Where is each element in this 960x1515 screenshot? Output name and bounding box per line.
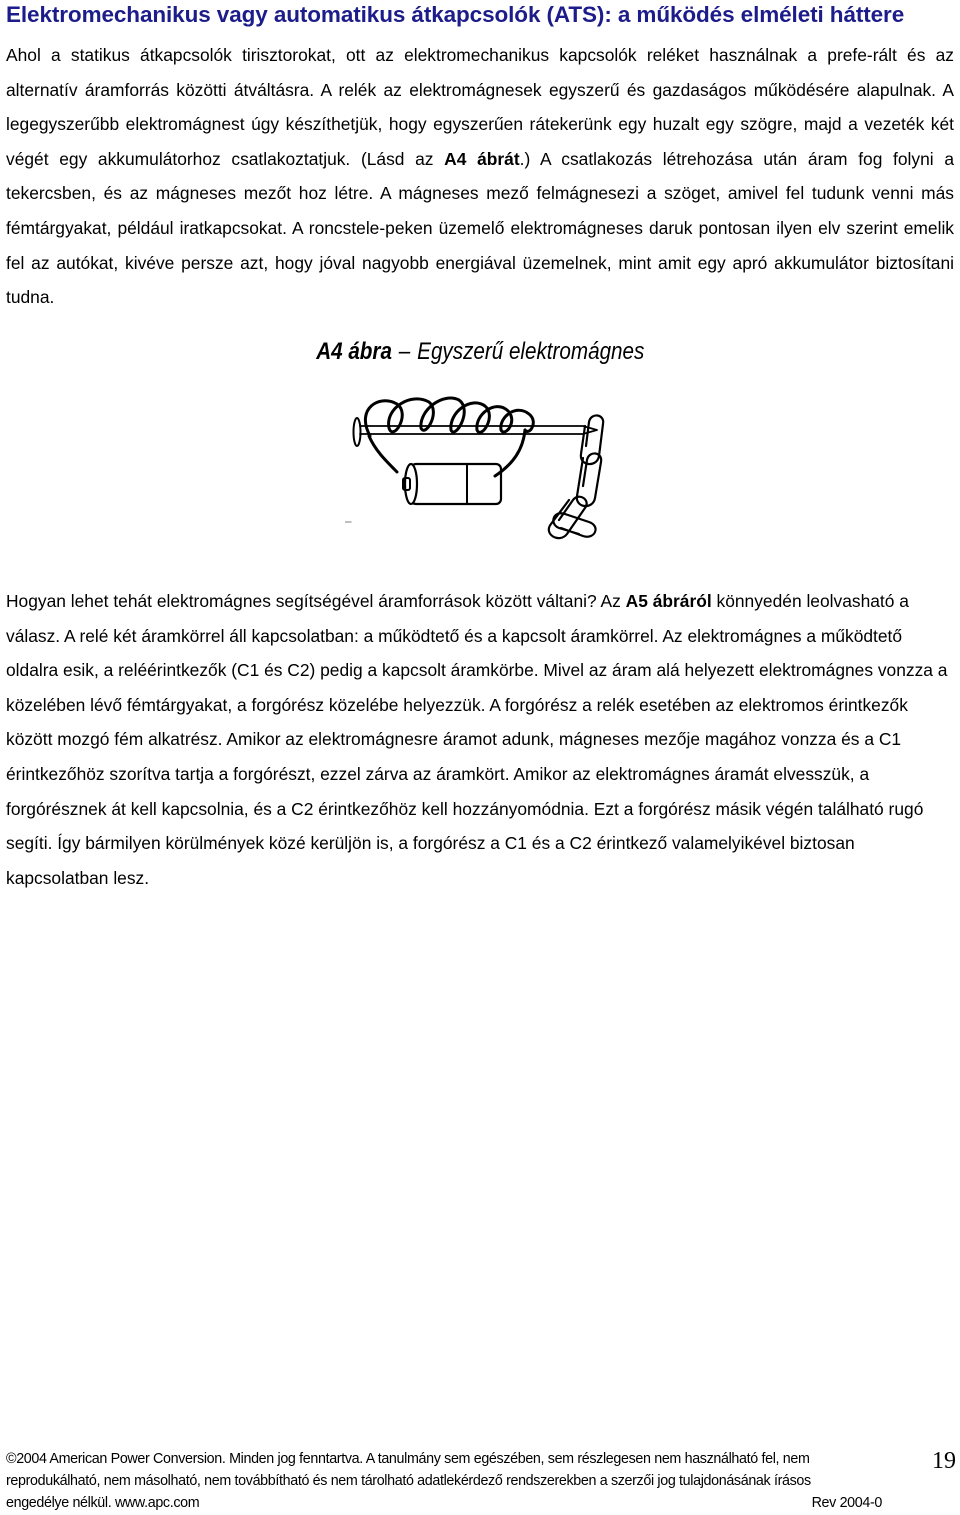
footer-copyright: ©2004 American Power Conversion. Minden jog fenntartva. A tanulmány sem egészében, sem részlegesen nem használható fel, nem [6,1451,810,1467]
figure-dash: – [398,338,411,365]
figure-title: Egyszerű elektromágnes [417,338,645,365]
footer [6,1448,906,1515]
figure-reference-a4: A4 ábrát [444,148,520,169]
battery-body [411,464,501,504]
figure-label: A4 ábra [316,338,392,365]
section-heading: Elektromechanikus vagy automatikus átkapcsolók (ATS): a működés elméleti háttere [6,2,905,27]
intro-text-1: Ahol a statikus átkapcsolók tirisztorokat, ott az elektromechanikus kapcsolók reléket használnak a prefe-rált és az alternatív áramforrás közötti átváltásra. A relék az elektromágnesek egyszerű és gazdaságos működésére alapulnak. A legegyszerűbb elektromágnest úgy készíthetjük, hogy egyszerűen rátekerünk egy huzalt egy szögre, majd a vezeték két végét egy akkumulátorhoz csatlakoztatjuk. (Lásd az [6,45,954,169]
nail-head [354,418,361,446]
body-text-2: könnyedén leolvasható a válasz. A relé két áramkörrel áll kapcsolatban: a működtető és a kapcsolt áramkörrel. Az elektromágnes a működtető oldalra esik, a reléérintkezők (C1 és C2) pedig a kapcsolt áramkörbe. Mivel az áram alá helyezett elektromágnes vonzza a közelében lévő fémtárgyakat, a forgórész közelébe helyezzük. A forgórész a relék esetében az elektromos érintkezők között mozgó fém alkatrész. Amikor az elektromágnesre áramot adunk, mágneses mezője magához vonzza és a C1 érintkezőhöz szorítva tartja a forgórészt, ezzel zárva az áramkört. Amikor az elektromágnes áramát elvesszük, a forgórésznek át kell kapcsolnia, és a C2 érintkezőhöz kell hozzányomódnia. Ezt a forgórész másik végén található rugó segíti. Így bármilyen körülmények közé kerüljön is, a forgórész a C1 és a C2 érintkező valamelyikével biztosan kapcsolatban lesz. [6,591,948,888]
footer-revision: Rev 2004-0 [811,1495,882,1511]
electromagnet-illustration [345,388,617,558]
figure-caption [67,338,893,366]
wire-to-battery-right [495,430,525,476]
body-paragraph [6,584,954,895]
page-number: 19 [932,1448,956,1474]
body-text-1: Hogyan lehet tehát elektromágnes segítségével áramforrások között váltani? Az [6,591,626,611]
footer-line-3: engedélye nélkül. www.apc.com [6,1495,200,1512]
intro-paragraph [6,38,954,315]
intro-text-2: .) A csatlakozás létrehozása után áram fog folyni a tekercsben, és az mágneses mezőt hoz létre. A mágneses mező felmágnesezi a szöget, amivel fel tudunk venni más fémtárgyakat, például iratkapcsokat. A roncstele-peken üzemelő elektromágneses daruk pontosan ilyen elv szerint emelik fel az autókat, kivéve persze azt, hogy jóval nagyobb energiával üzemelnek, mint amit egy apró akkumulátor biztosítani tudna. [6,148,955,308]
copyright-icon: © [6,1451,17,1467]
footer-line-2: reprodukálható, nem másolható, nem továbbítható és nem tárolható adatlekérdező rendszerekben a szerzői jog tulajdonásának írásos [6,1473,811,1490]
wire-coil [365,398,533,436]
wire-to-battery-top [369,436,397,472]
figure-reference-a5: A5 ábráról [625,591,712,611]
